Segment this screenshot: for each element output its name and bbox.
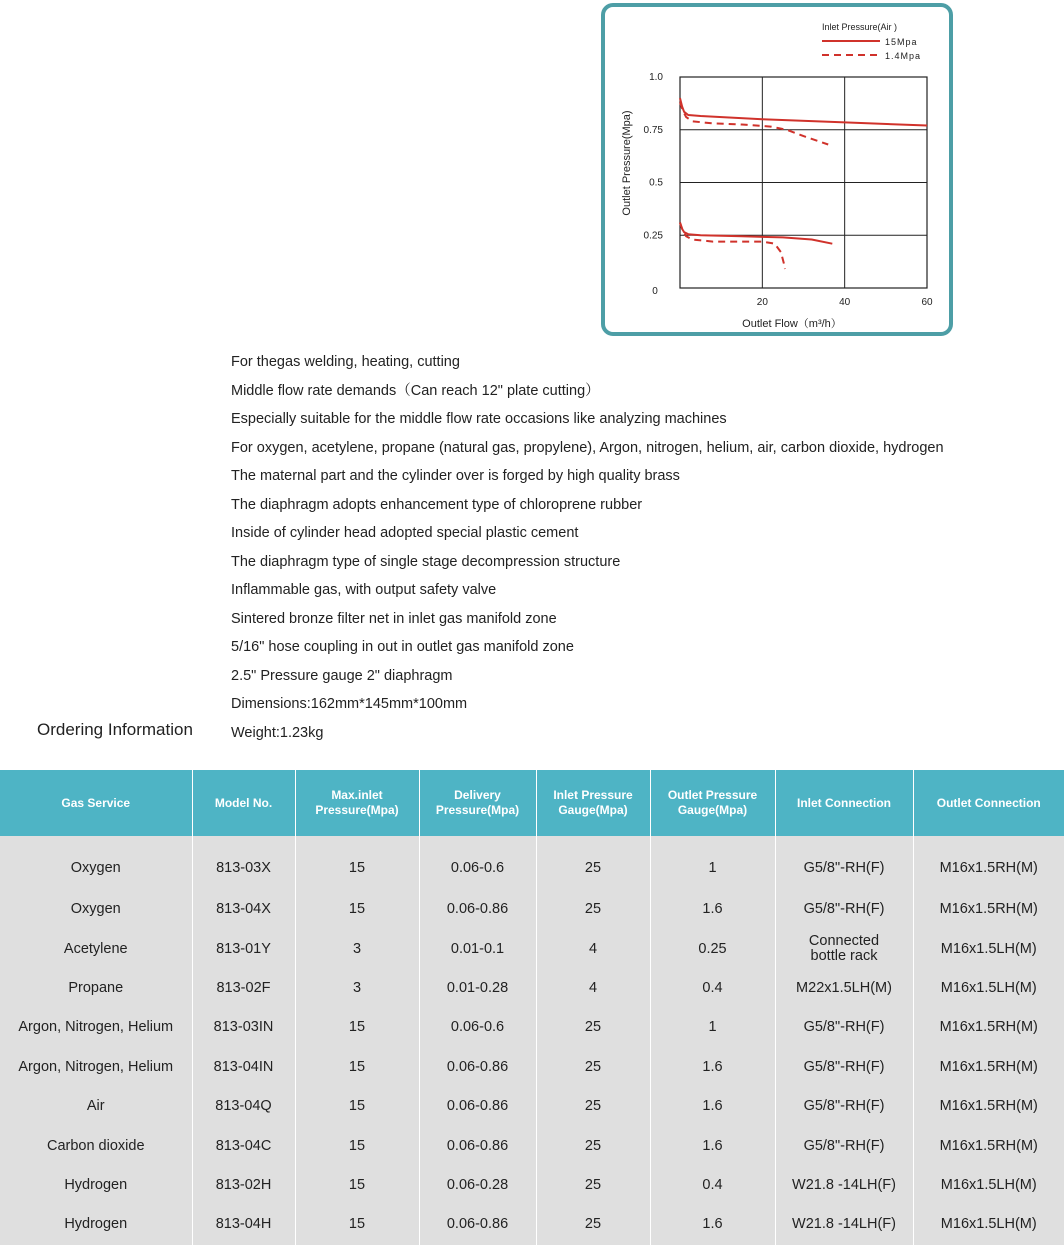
feature-item: The diaphragm adopts enhancement type of chloroprene rubber — [231, 496, 643, 513]
cell-model-no: 813-01Y — [192, 929, 295, 968]
y-axis-label: Outlet Pressure(Mpa) — [621, 110, 633, 216]
cell-outlet-connection: M16x1.5LH(M) — [913, 1205, 1064, 1244]
cell-outlet-connection: M16x1.5RH(M) — [913, 1048, 1064, 1087]
feature-item: 5/16" hose coupling in out in outlet gas manifold zone — [231, 639, 574, 655]
cell-outlet-pressure-gauge: 0.25 — [650, 929, 775, 968]
cell-inlet-connection: W21.8 -14LH(F) — [775, 1166, 913, 1205]
cell-model-no: 813-04X — [192, 890, 295, 929]
cell-inlet-connection: G5/8"-RH(F) — [775, 1087, 913, 1126]
table-row — [0, 1008, 1064, 1047]
cell-delivery-pressure: 0.06-0.86 — [419, 1126, 536, 1165]
cell-inlet-pressure-gauge: 25 — [536, 1126, 650, 1165]
cell-inlet-connection: G5/8"-RH(F) — [775, 836, 913, 890]
cell-gas-service: Acetylene — [0, 929, 192, 968]
cell-max-inlet-pressure: 15 — [295, 1205, 419, 1244]
cell-delivery-pressure: 0.06-0.86 — [419, 1048, 536, 1087]
column-header-inlet-connection: Inlet Connection — [775, 770, 913, 836]
cell-max-inlet-pressure: 15 — [295, 1087, 419, 1126]
cell-inlet-pressure-gauge: 25 — [536, 836, 650, 890]
cell-inlet-pressure-gauge: 4 — [536, 969, 650, 1008]
y-tick-label: 0.75 — [643, 124, 663, 136]
cell-inlet-pressure-gauge: 25 — [536, 1166, 650, 1205]
cell-inlet-connection: G5/8"-RH(F) — [775, 1126, 913, 1165]
cell-max-inlet-pressure: 15 — [295, 1008, 419, 1047]
cell-model-no: 813-02F — [192, 969, 295, 1008]
table-body — [0, 836, 1064, 1245]
y-tick-label: 0.25 — [643, 230, 663, 242]
x-tick-label: 60 — [921, 297, 933, 308]
series-line-dashed — [680, 102, 828, 144]
cell-inlet-pressure-gauge: 25 — [536, 1008, 650, 1047]
cell-inlet-connection: W21.8 -14LH(F) — [775, 1205, 913, 1244]
cell-model-no: 813-03X — [192, 836, 295, 890]
feature-item: Sintered bronze filter net in inlet gas manifold zone — [231, 610, 557, 627]
cell-max-inlet-pressure: 15 — [295, 890, 419, 929]
cell-outlet-pressure-gauge: 1.6 — [650, 1087, 775, 1126]
cell-model-no: 813-04C — [192, 1126, 295, 1165]
performance-chart — [601, 3, 953, 336]
cell-gas-service: Propane — [0, 969, 192, 1008]
feature-item: The diaphragm type of single stage decompression structure — [231, 553, 621, 570]
chart-svg — [605, 7, 957, 340]
cell-outlet-pressure-gauge: 1.6 — [650, 1126, 775, 1165]
cell-inlet-pressure-gauge: 4 — [536, 929, 650, 968]
column-header-max-inlet-pressure: Max.inlet Pressure(Mpa) — [295, 770, 419, 836]
x-tick-label: 40 — [839, 297, 851, 308]
x-axis-label: Outlet Flow（m³/h） — [742, 318, 842, 330]
column-header-model-no: Model No. — [192, 770, 295, 836]
cell-inlet-connection: Connected bottle rack — [775, 929, 913, 968]
cell-outlet-connection: M16x1.5RH(M) — [913, 1087, 1064, 1126]
feature-list — [231, 348, 1051, 747]
cell-delivery-pressure: 0.06-0.6 — [419, 1008, 536, 1047]
feature-item: Especially suitable for the middle flow rate occasions like analyzing machines — [231, 411, 727, 427]
column-header-gas-service: Gas Service — [0, 770, 192, 836]
table-row — [0, 969, 1064, 1008]
cell-gas-service: Argon, Nitrogen, Helium — [0, 1008, 192, 1047]
table-row — [0, 1166, 1064, 1205]
cell-gas-service: Hydrogen — [0, 1166, 192, 1205]
table-row — [0, 890, 1064, 929]
feature-item: For thegas welding, heating, cutting — [231, 354, 460, 370]
column-header-delivery-pressure: Delivery Pressure(Mpa) — [419, 770, 536, 836]
cell-outlet-pressure-gauge: 0.4 — [650, 1166, 775, 1205]
feature-item: For oxygen, acetylene, propane (natural gas, propylene), Argon, nitrogen, helium, air, carbon dioxide, hydrogen — [231, 439, 944, 456]
series-line-solid — [680, 98, 927, 125]
ordering-table — [0, 770, 1064, 1245]
cell-model-no: 813-04IN — [192, 1048, 295, 1087]
table-row — [0, 836, 1064, 890]
cell-inlet-connection: G5/8"-RH(F) — [775, 1048, 913, 1087]
table-row — [0, 1126, 1064, 1165]
legend-title: Inlet Pressure(Air ) — [822, 22, 898, 32]
cell-delivery-pressure: 0.06-0.28 — [419, 1166, 536, 1205]
cell-inlet-connection: M22x1.5LH(M) — [775, 969, 913, 1008]
cell-delivery-pressure: 0.06-0.86 — [419, 1205, 536, 1244]
cell-model-no: 813-02H — [192, 1166, 295, 1205]
x-tick-label: 20 — [756, 297, 768, 308]
cell-gas-service: Argon, Nitrogen, Helium — [0, 1048, 192, 1087]
cell-max-inlet-pressure: 3 — [295, 969, 419, 1008]
cell-outlet-connection: M16x1.5LH(M) — [913, 929, 1064, 968]
y-tick-labels — [644, 72, 664, 297]
cell-delivery-pressure: 0.01-0.1 — [419, 929, 536, 968]
column-header-inlet-pressure-gauge: Inlet Pressure Gauge(Mpa) — [536, 770, 650, 836]
curves — [680, 98, 927, 269]
cell-outlet-connection: M16x1.5RH(M) — [913, 836, 1064, 890]
cell-outlet-pressure-gauge: 1.6 — [650, 1048, 775, 1087]
cell-delivery-pressure: 0.06-0.86 — [419, 1087, 536, 1126]
cell-model-no: 813-04H — [192, 1205, 295, 1244]
cell-outlet-connection: M16x1.5RH(M) — [913, 1008, 1064, 1047]
y-tick-label: 1.0 — [649, 72, 663, 83]
feature-item: 2.5" Pressure gauge 2" diaphragm — [231, 667, 453, 684]
cell-gas-service: Carbon dioxide — [0, 1126, 192, 1165]
grid-lines — [680, 77, 927, 288]
table-row — [0, 929, 1064, 968]
cell-outlet-pressure-gauge: 1.6 — [650, 1205, 775, 1244]
table-row — [0, 1205, 1064, 1244]
cell-inlet-connection: G5/8"-RH(F) — [775, 890, 913, 929]
legend-label-dashed: 1.4Mpa — [885, 51, 922, 61]
feature-item: Middle flow rate demands（Can reach 12" plate cutting） — [231, 382, 600, 399]
cell-max-inlet-pressure: 3 — [295, 929, 419, 968]
cell-inlet-pressure-gauge: 25 — [536, 890, 650, 929]
x-tick-labels — [757, 297, 933, 308]
ordering-title: Ordering Information — [37, 720, 193, 739]
feature-item: Inflammable gas, with output safety valve — [231, 582, 497, 598]
cell-model-no: 813-04Q — [192, 1087, 295, 1126]
cell-inlet-pressure-gauge: 25 — [536, 1087, 650, 1126]
cell-delivery-pressure: 0.01-0.28 — [419, 969, 536, 1008]
cell-outlet-pressure-gauge: 0.4 — [650, 969, 775, 1008]
cell-delivery-pressure: 0.06-0.86 — [419, 890, 536, 929]
origin-label: 0 — [652, 286, 658, 297]
y-tick-label: 0.5 — [649, 177, 663, 189]
cell-outlet-pressure-gauge: 1 — [650, 1008, 775, 1047]
cell-outlet-connection: M16x1.5RH(M) — [913, 1126, 1064, 1165]
legend-label-solid: 15Mpa — [885, 37, 918, 47]
feature-item: Inside of cylinder head adopted special plastic cement — [231, 525, 579, 541]
cell-max-inlet-pressure: 15 — [295, 1048, 419, 1087]
cell-max-inlet-pressure: 15 — [295, 1126, 419, 1165]
cell-outlet-pressure-gauge: 1.6 — [650, 890, 775, 929]
cell-max-inlet-pressure: 15 — [295, 1166, 419, 1205]
column-header-outlet-connection: Outlet Connection — [913, 770, 1064, 836]
cell-gas-service: Oxygen — [0, 836, 192, 890]
feature-item: Dimensions:162mm*145mm*100mm — [231, 696, 468, 712]
cell-inlet-connection: G5/8"-RH(F) — [775, 1008, 913, 1047]
cell-gas-service: Hydrogen — [0, 1205, 192, 1244]
feature-item: Weight:1.23kg — [231, 724, 324, 741]
cell-gas-service: Oxygen — [0, 890, 192, 929]
cell-outlet-connection: M16x1.5RH(M) — [913, 890, 1064, 929]
column-header-outlet-pressure-gauge: Outlet Pressure Gauge(Mpa) — [650, 770, 775, 836]
cell-model-no: 813-03IN — [192, 1008, 295, 1047]
cell-inlet-pressure-gauge: 25 — [536, 1048, 650, 1087]
cell-max-inlet-pressure: 15 — [295, 836, 419, 890]
table-header-row — [0, 770, 1064, 836]
cell-outlet-connection: M16x1.5LH(M) — [913, 1166, 1064, 1205]
cell-delivery-pressure: 0.06-0.6 — [419, 836, 536, 890]
series-line-dashed — [680, 223, 785, 269]
feature-item: The maternal part and the cylinder over is forged by high quality brass — [231, 468, 680, 484]
series-line-solid — [680, 223, 832, 244]
table-row — [0, 1087, 1064, 1126]
cell-inlet-pressure-gauge: 25 — [536, 1205, 650, 1244]
cell-gas-service: Air — [0, 1087, 192, 1126]
table-row — [0, 1048, 1064, 1087]
cell-outlet-pressure-gauge: 1 — [650, 836, 775, 890]
cell-outlet-connection: M16x1.5LH(M) — [913, 969, 1064, 1008]
